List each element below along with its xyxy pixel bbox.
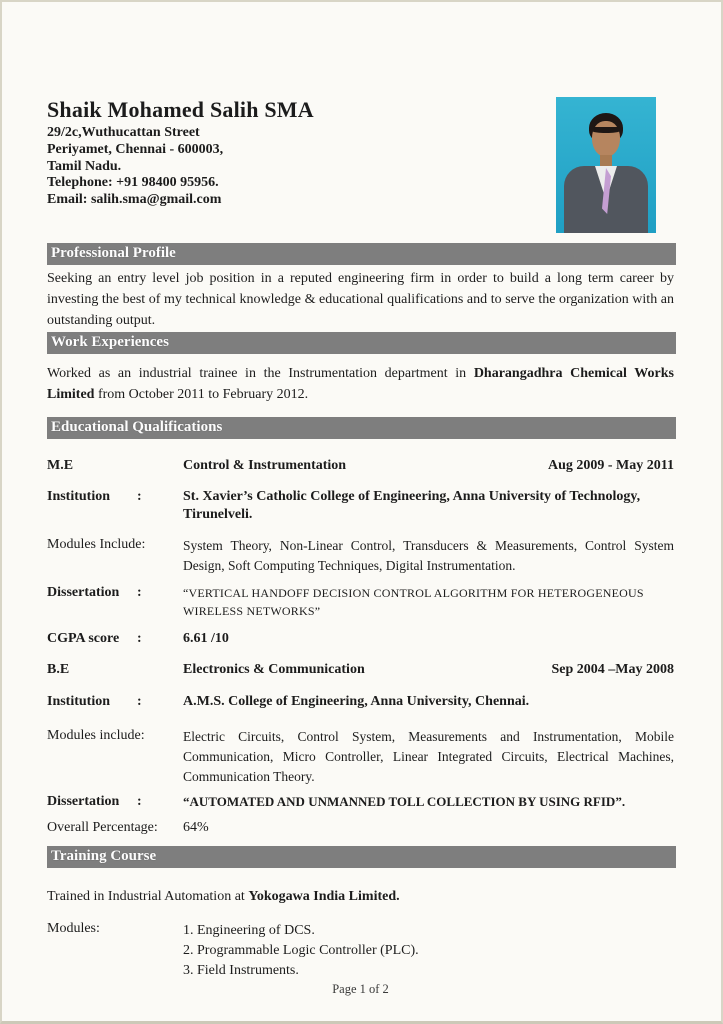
be-institution-label: Institution xyxy=(47,694,111,709)
me-degree-row xyxy=(47,457,674,474)
be-institution-row xyxy=(47,693,674,711)
be-institution-colon: : xyxy=(137,694,142,709)
header xyxy=(47,97,674,233)
training-text xyxy=(47,886,674,907)
photo-hairline xyxy=(592,127,620,133)
section-header-professional-profile: Professional Profile xyxy=(47,243,676,265)
be-dissertation-row xyxy=(47,793,674,811)
be-course: Electronics & Communication xyxy=(183,662,365,677)
be-modules-value: Electric Circuits, Control System, Measurements and Instrumentation, Mobile Communication, Micro Controller, Linear Integrated Circuits, Electrical Machines, Communication Theory. xyxy=(183,729,674,784)
me-modules-value: System Theory, Non-Linear Control, Transducers & Measurements, Control System Design, Soft Computing Techniques, Digital Instrumentation. xyxy=(183,538,674,573)
be-overall-label: Overall Percentage: xyxy=(47,820,158,835)
me-cgpa-value: 6.61 /10 xyxy=(183,631,229,646)
work-text-before: Worked as an industrial trainee in the Instrumentation department in xyxy=(47,366,474,381)
training-module-item: 3. Field Instruments. xyxy=(183,963,299,978)
me-course: Control & Instrumentation xyxy=(183,458,347,473)
be-dissertation-value: “AUTOMATED AND UNMANNED TOLL COLLECTION BY USING RFID”. xyxy=(183,794,626,809)
training-modules-row xyxy=(47,921,674,981)
page-number: Page 1 of 2 xyxy=(332,982,389,996)
be-overall-row xyxy=(47,819,674,837)
contact-telephone: Telephone: +91 98400 95956. xyxy=(47,175,219,191)
be-modules-row xyxy=(47,727,674,787)
me-institution-label: Institution xyxy=(47,489,111,504)
training-modules-list xyxy=(183,921,674,981)
contact-state: Tamil Nadu. xyxy=(47,158,122,174)
be-overall-value: 64% xyxy=(183,820,209,835)
contact-street: 29/2c,Wuthucattan Street xyxy=(47,125,200,140)
section-header-work-experiences: Work Experiences xyxy=(47,332,676,354)
training-module-item: 2. Programmable Logic Controller (PLC). xyxy=(183,943,419,958)
section-header-training-course: Training Course xyxy=(47,846,676,868)
be-dissertation-label: Dissertation xyxy=(47,794,120,809)
be-degree: B.E xyxy=(47,662,70,677)
me-modules-label: Modules Include: xyxy=(47,537,146,552)
be-dissertation-colon: : xyxy=(137,794,142,809)
be-modules-label: Modules include: xyxy=(47,728,145,743)
work-company-name: Dharangadhra Chemical Works Limited xyxy=(47,366,674,402)
training-module-item: 1. Engineering of DCS. xyxy=(183,923,315,938)
me-modules-row xyxy=(47,536,674,576)
work-text-after: from October 2011 to February 2012. xyxy=(94,387,309,402)
me-period: Aug 2009 - May 2011 xyxy=(548,458,674,473)
be-period: Sep 2004 –May 2008 xyxy=(551,662,674,677)
me-cgpa-colon: : xyxy=(137,631,142,646)
page-content xyxy=(2,97,721,997)
applicant-photo xyxy=(556,97,656,233)
applicant-name: Shaik Mohamed Salih SMA xyxy=(47,97,314,122)
me-institution-row xyxy=(47,488,674,524)
work-experience-text xyxy=(47,363,674,405)
me-cgpa-label: CGPA score xyxy=(47,631,120,646)
me-degree: M.E xyxy=(47,458,74,473)
me-cgpa-row xyxy=(47,630,674,648)
be-degree-row xyxy=(47,661,674,678)
me-dissertation-colon: : xyxy=(137,585,142,600)
training-company-name: Yokogawa India Limited. xyxy=(248,889,400,904)
me-institution-colon: : xyxy=(137,489,142,504)
professional-profile-text: Seeking an entry level job position in a reputed engineering firm in order to build a long term career by investing the best of my technical knowledge & educational qualifications and to serve the organization with an outstanding output. xyxy=(47,271,674,328)
be-institution-value: A.M.S. College of Engineering, Anna University, Chennai. xyxy=(183,694,530,709)
section-header-educational-qualifications: Educational Qualifications xyxy=(47,417,676,439)
contact-city: Periyamet, Chennai - 600003, xyxy=(47,141,224,157)
me-institution-value: St. Xavier’s Catholic College of Engineering, Anna University of Technology, Tirunelveli. xyxy=(183,489,641,522)
training-text-before: Trained in Industrial Automation at xyxy=(47,889,249,904)
me-dissertation-label: Dissertation xyxy=(47,585,120,600)
contact-email: Email: salih.sma@gmail.com xyxy=(47,192,222,208)
me-dissertation-value: “VERTICAL HANDOFF DECISION CONTROL ALGORITHM FOR HETEROGENEOUS WIRELESS NETWORKS” xyxy=(183,586,644,618)
me-dissertation-row xyxy=(47,584,674,620)
training-modules-label: Modules: xyxy=(47,921,100,936)
